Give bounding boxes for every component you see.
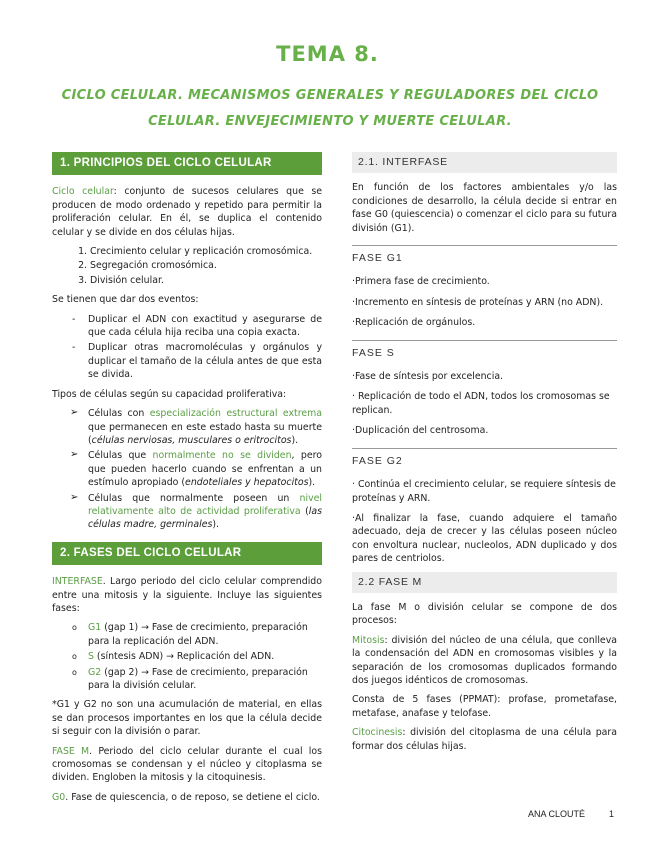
list-item: ➢ Células con especialización estructural extrema que permanecen en este estado hasta su muerte (células nerviosas, musculares o eritrocitos). xyxy=(70,407,322,446)
section-heading-g2: FASE G2 xyxy=(352,448,617,472)
consta-paragraph: Consta de 5 fases (PPMAT): profase, prometafase, metafase, anafase y telofase. xyxy=(352,694,617,719)
list-item: o G1 (gap 1) → Fase de crecimiento, preparación para la replicación del ADN. xyxy=(72,622,308,647)
circle-bullet-icon: o xyxy=(72,667,77,677)
g0-paragraph: G0. Fase de quiescencia, o de reposo, se detiene el ciclo. xyxy=(52,791,320,803)
list-item: ·Fase de síntesis por excelencia. xyxy=(352,371,504,383)
circle-bullet-icon: o xyxy=(72,652,77,662)
section-heading-fase-m: 2.2 FASE M xyxy=(352,572,617,593)
list-item: 3. División celular. xyxy=(90,274,322,287)
list-item: ·Replicación de orgánulos. xyxy=(352,317,476,329)
page-subtitle: CICLO CELULAR. MECANISMOS GENERALES Y REGULADORES DEL CICLO CELULAR. ENVEJECIMIENTO Y MUERTE CELULAR. xyxy=(61,88,599,129)
footer-author: ANA CLOUTÉ xyxy=(528,809,586,819)
list-item: 2. Segregación cromosómica. xyxy=(90,259,322,272)
list-item: o G2 (gap 2) → Fase de crecimiento, preparación para la división celular. xyxy=(72,666,308,691)
list-item: ·Duplicación del centrosoma. xyxy=(352,425,489,437)
left-column xyxy=(52,152,322,810)
events-list xyxy=(52,313,322,382)
list-item: ➢ Células que normalmente poseen un nivel relativamente alto de actividad proliferativa (las células madre, germinales). xyxy=(70,491,322,531)
section-heading-interfase: 2.1. INTERFASE xyxy=(352,152,617,173)
cell-types-list xyxy=(52,407,322,532)
list-item: o S (síntesis ADN) → Replicación del ADN. xyxy=(72,651,275,663)
list-item: ·Primera fase de crecimiento. xyxy=(352,276,490,288)
list-item: ·Incremento en síntesis de proteínas y ARN (no ADN). xyxy=(352,296,604,308)
list-item: · Continúa el crecimiento celular, se requiere síntesis de proteínas y ARN. xyxy=(352,479,616,504)
note-paragraph: *G1 y G2 no son una acumulación de material, en ellas se dan procesos importantes en los que la célula decide si seguir con la división o parar. xyxy=(52,699,322,738)
types-intro: Tipos de células según su capacidad proliferativa: xyxy=(52,388,287,400)
circle-bullet-icon: o xyxy=(72,623,77,633)
citocinesis-paragraph: Citocinesis: división del citoplasma de una célula para formar dos células hijas. xyxy=(352,727,617,752)
mitosis-paragraph: Mitosis: división del núcleo de una célula, que conlleva la condensación del ADN en cromosomas visibles y la separación de los cromosomas duplicados formando dos juegos idénticos de cromosomas. xyxy=(352,634,617,686)
phases-list xyxy=(52,621,322,692)
list-item: 1. Crecimiento celular y replicación cromosómica. xyxy=(90,245,322,258)
section-heading-g1: FASE G1 xyxy=(352,245,617,269)
list-item: · Replicación de todo el ADN, todos los cromosomas se replican. xyxy=(352,391,610,416)
interfase-paragraph: INTERFASE. Largo periodo del ciclo celular comprendido entre una mitosis y la siguiente. Incluye las siguientes fases: xyxy=(52,576,322,614)
section-heading-fases: 2. FASES DEL CICLO CELULAR xyxy=(52,542,322,565)
arrow-bullet-icon: ➢ xyxy=(70,407,79,419)
arrow-bullet-icon: ➢ xyxy=(70,491,79,503)
right-column xyxy=(352,152,617,759)
section-heading-principios: 1. PRINCIPIOS DEL CICLO CELULAR xyxy=(52,152,322,175)
page-number: 1 xyxy=(609,809,615,819)
list-item: - Duplicar otras macromoléculas y orgánulos y duplicar el tamaño de la célula antes de que esta se divida. xyxy=(52,341,322,381)
fase-m-paragraph: FASE M. Periodo del ciclo celular durante el cual los cromosomas se condensan y el núcleo y citoplasma se dividen. Engloben la mitosis y la citoquinesis. xyxy=(52,745,322,784)
steps-list xyxy=(90,245,322,287)
arrow-bullet-icon: ➢ xyxy=(70,449,79,461)
page-title: TEMA 8. xyxy=(276,42,379,66)
section-heading-s: FASE S xyxy=(352,340,617,364)
definition-paragraph: Ciclo celular: conjunto de sucesos celulares que se producen de modo ordenado y repetido para permitir la proliferación celular. En él, se duplica el contenido celular y se divide en dos células hijas. xyxy=(52,186,322,238)
term-ciclo-celular: Ciclo celular xyxy=(52,186,114,198)
fase-m-intro: La fase M o división celular se compone de dos procesos: xyxy=(352,601,617,627)
interfase-text: En función de los factores ambientales y/o las condiciones de desarrollo, la célula decide si entrar en fase G0 (quiescencia) o comenzar el ciclo para su futura división (G1). xyxy=(352,182,617,234)
list-item: ➢ Células que normalmente no se dividen, pero que pueden hacerlo cuando se enfrentan a un estímulo apropiado (endoteliales y hepatocitos). xyxy=(70,449,322,489)
list-item: ·Al finalizar la fase, cuando adquiere el tamaño adecuado, deja de crecer y las células poseen núcleo con envoltura nuclear, nucleolos, ADN duplicado y dos pares de centriolos. xyxy=(352,512,617,565)
events-intro: Se tienen que dar dos eventos: xyxy=(52,294,199,306)
list-item: - Duplicar el ADN con exactitud y asegurarse de que cada célula hija reciba una copia exacta. xyxy=(52,313,322,340)
